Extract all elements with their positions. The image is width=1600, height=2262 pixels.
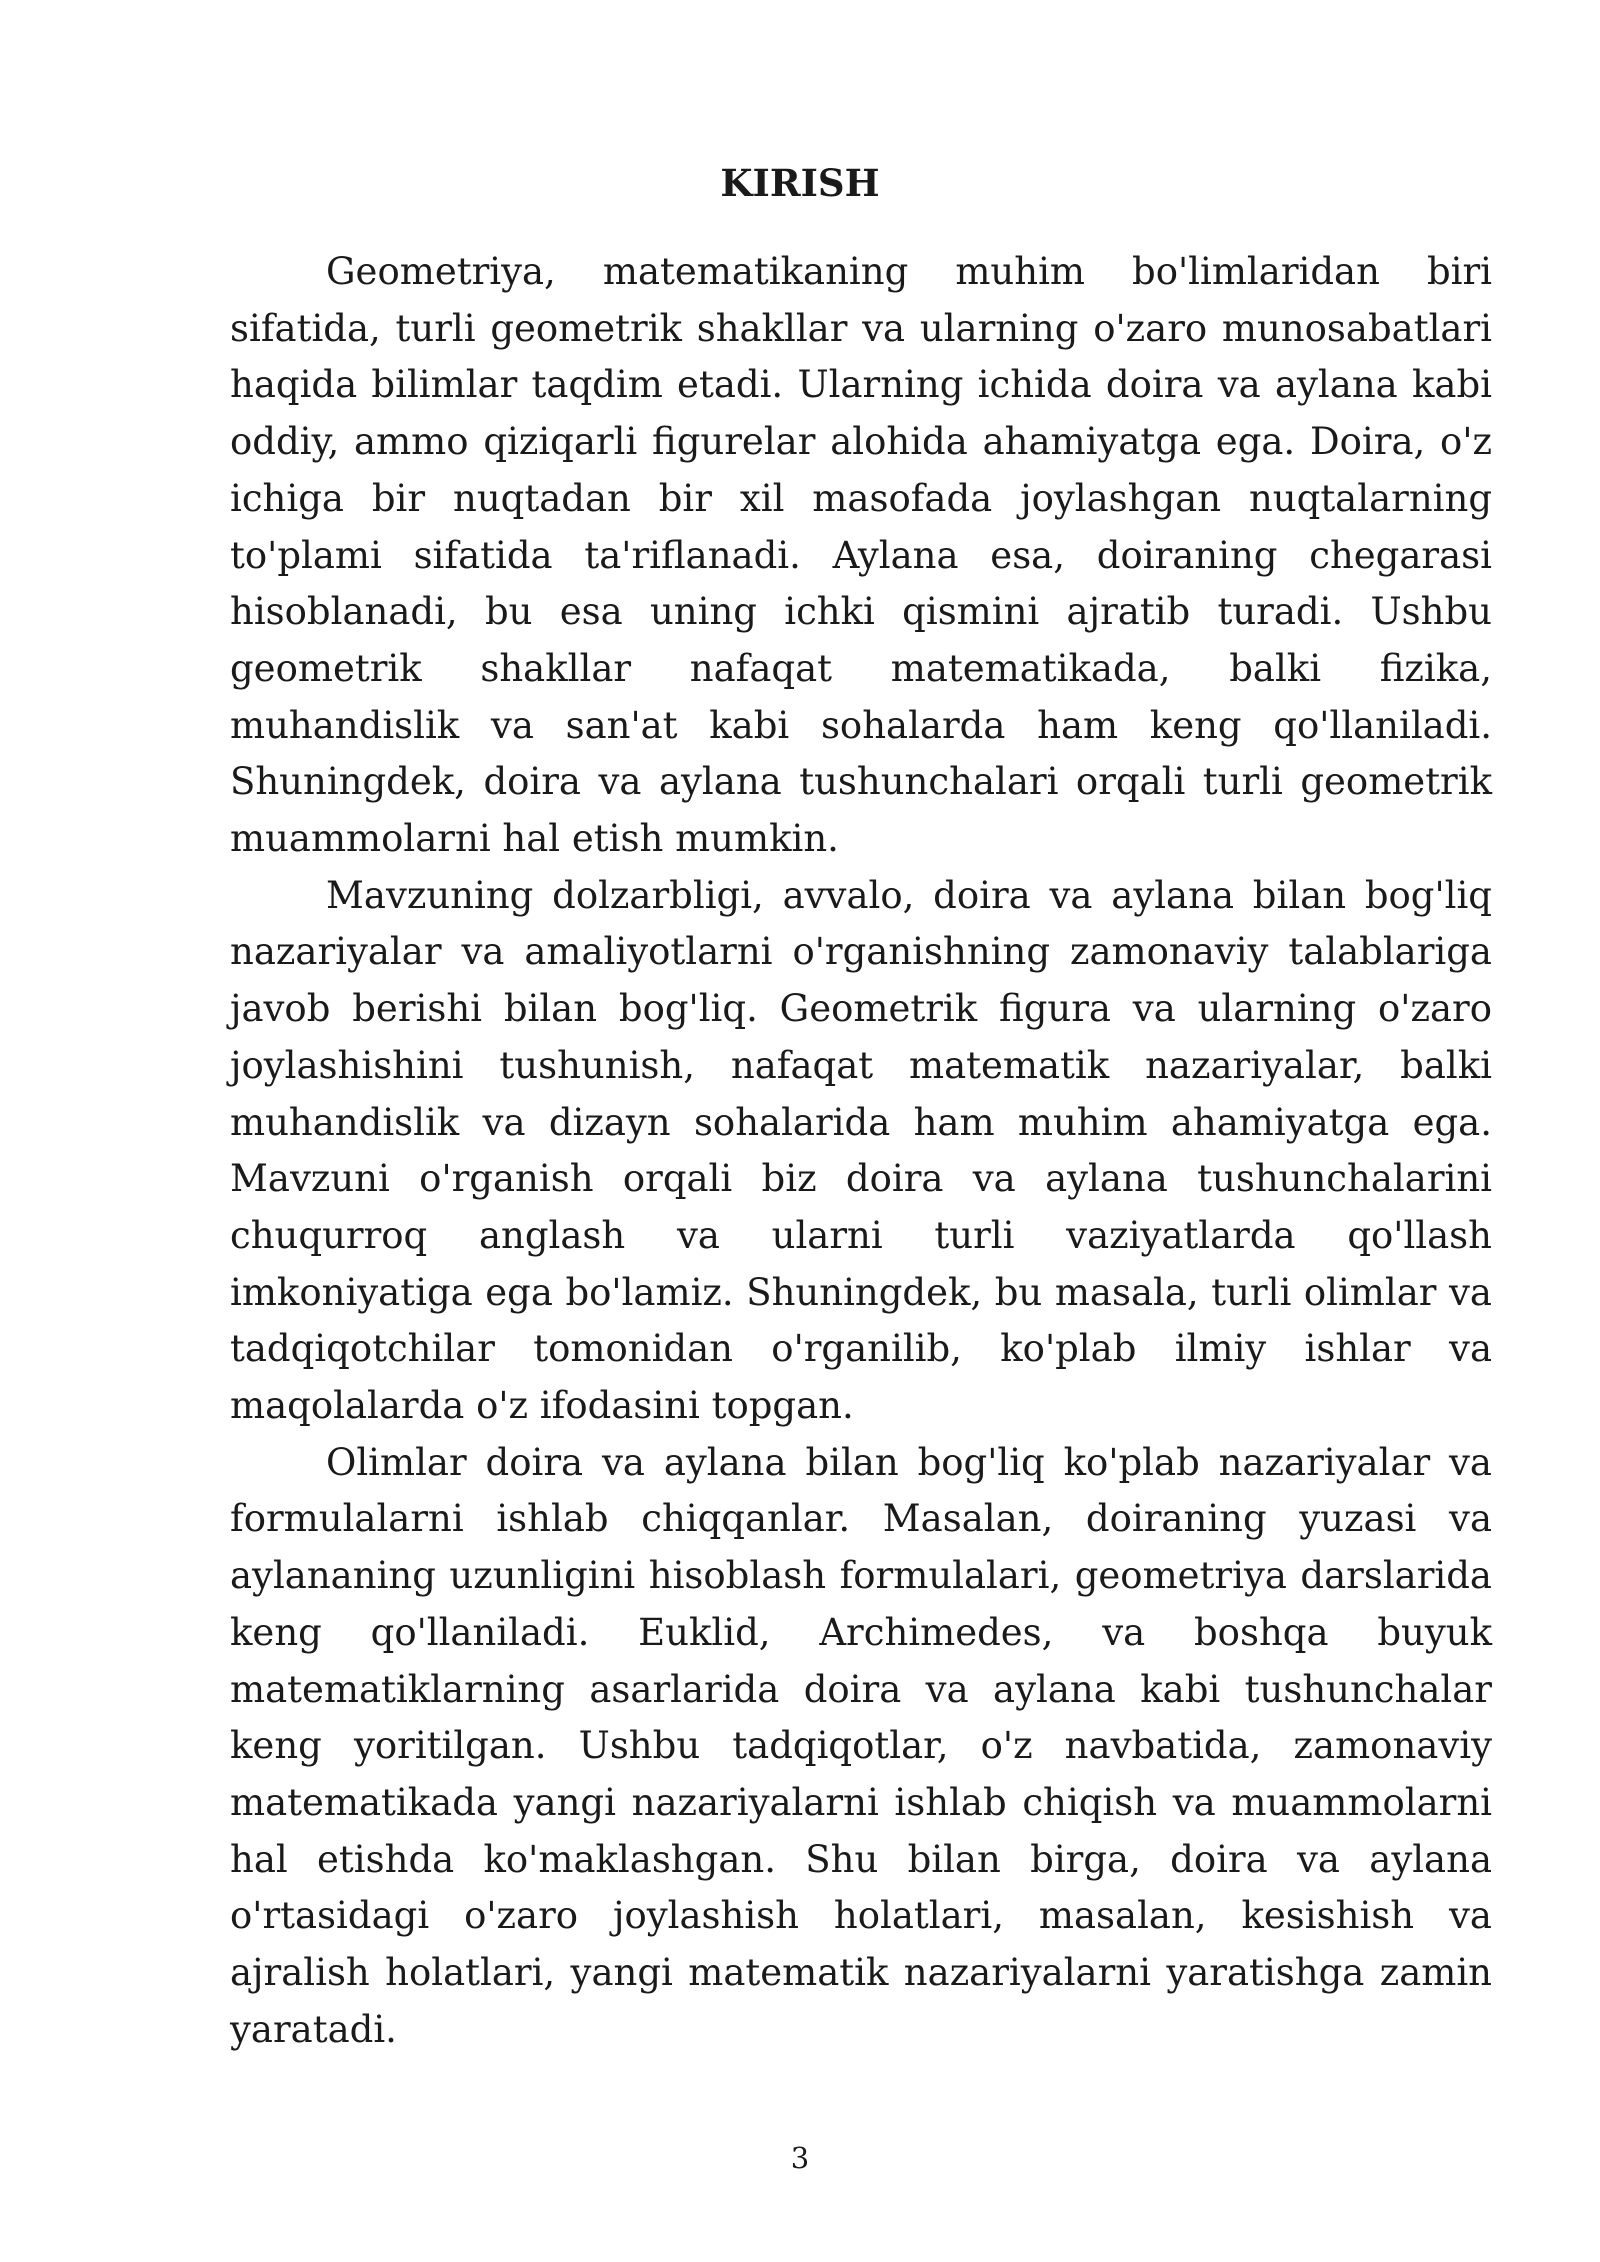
paragraph-intro: Geometriya, matematikaning muhim bo'limlaridan biri sifatida, turli geometrik shakllar va ularning o'zaro munosabatlari haqida bilimlar taqdim etadi. Ularning ichida doira va aylana kabi oddiy, ammo qiziqarli figurelar alohida ahamiyatga ega. Doira, o'z ichiga bir nuqtadan bir xil masofada joylashgan nuqtalarning to'plami sifatida ta'riflanadi. Aylana esa, doiraning chegarasi hisoblanadi, bu esa uning ichki qismini ajratib turadi. Ushbu geometrik shakllar nafaqat matematikada, balki fizika, muhandislik va san'at kabi sohalarda ham keng qo'llaniladi. Shuningdek, doira va aylana tushunchalari orqali turli geometrik muammolarni hal etish mumkin. [230, 250, 1492, 861]
page-title: KIRISH [720, 161, 880, 205]
document-body [230, 244, 1492, 2059]
paragraph-scholars: Olimlar doira va aylana bilan bog'liq ko'plab nazariyalar va formulalarni ishlab chiqqanlar. Masalan, doiraning yuzasi va aylananing uzunligini hisoblash formulalari, geometriya darslarida keng qo'llaniladi. Euklid, Archimedes, va boshqa buyuk matematiklarning asarlarida doira va aylana kabi tushunchalar keng yoritilgan. Ushbu tadqiqotlar, o'z navbatida, zamonaviy matematikada yangi nazariyalarni ishlab chiqish va muammolarni hal etishda ko'maklashgan. Shu bilan birga, doira va aylana o'rtasidagi o'zaro joylashish holatlari, masalan, kesishish va ajralish holatlari, yangi matematik nazariyalarni yaratishga zamin yaratadi. [230, 1440, 1492, 2051]
paragraph-relevance: Mavzuning dolzarbligi, avvalo, doira va aylana bilan bog'liq nazariyalar va amaliyotlarni o'rganishning zamonaviy talablariga javob berishi bilan bog'liq. Geometrik figura va ularning o'zaro joylashishini tushunish, nafaqat matematik nazariyalar, balki muhandislik va dizayn sohalarida ham muhim ahamiyatga ega. Mavzuni o'rganish orqali biz doira va aylana tushunchalarini chuqurroq anglash va ularni turli vaziyatlarda qo'llash imkoniyatiga ega bo'lamiz. Shuningdek, bu masala, turli olimlar va tadqiqotchilar tomonidan o'rganilib, ko'plab ilmiy ishlar va maqolalarda o'z ifodasini topgan. [230, 873, 1492, 1428]
page-number: 3 [790, 2141, 810, 2175]
